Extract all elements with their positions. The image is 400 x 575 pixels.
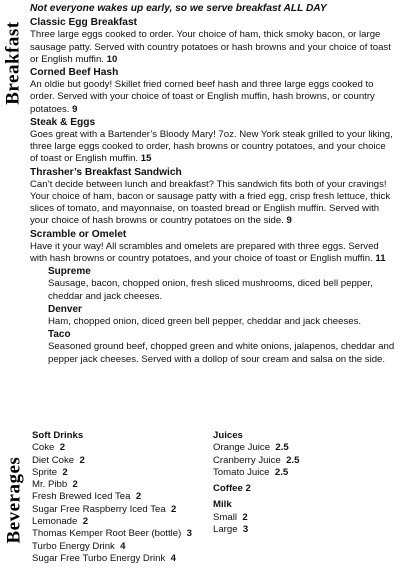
variant-taco [48,329,396,366]
item-price: 15 [140,153,152,165]
beverage-price: 2.5 [275,442,289,454]
beverage-price: 2 [62,466,68,478]
beverage-price: 2.5 [274,466,289,478]
beverage-name: Mr. Pibb [32,479,68,491]
beverage-row [32,516,217,528]
beverage-name: Tomato Juice [213,466,270,478]
beverage-name: Fresh Brewed Iced Tea [32,491,131,503]
beverage-row [32,528,217,540]
beverage-row [213,524,393,536]
beverage-name: Sugar Free Turbo Energy Drink [32,552,166,564]
beverage-price: 2.5 [286,454,300,466]
beverage-name: Cranberry Juice [213,454,281,466]
item-price: 9 [286,215,292,227]
variant-name: Taco [48,329,71,341]
omelet-variants [48,266,396,366]
menu-item-classic-egg [30,17,396,66]
variant-description: Sausage, bacon, chopped onion, fresh sliced mushrooms, diced bell pepper, cheddar and jack cheeses. [48,278,373,302]
beverage-name: Thomas Kemper Root Beer (bottle) [32,528,182,540]
item-description-block [30,241,396,265]
menu-item-corned-beef-hash [30,67,396,116]
other-beverages-column [213,430,393,536]
beverage-price: 4 [120,540,126,552]
item-description: Have it your way! All scrambles and omelets are prepared with three eggs. Served with hash browns or country potatoes, and your choice of toast or English muffin. [30,240,379,265]
beverage-name: Orange Juice [213,442,271,454]
breakfast-title-text: Breakfast [2,21,24,105]
beverage-row [32,504,217,516]
beverage-name: Lemonade [32,516,78,528]
breakfast-section-title [0,2,28,124]
variant-description: Seasoned ground beef, chopped green and white onions, jalapenos, cheddar and pepper jack cheeses. Served with a dollop of sour cream and salsa on the side. [48,341,395,365]
item-description: An oldie but goody! Skillet fried corned beef hash and three large eggs cooked to order. Served with your choice of toast or English muffin, hash browns, or country potatoes. [30,79,375,115]
breakfast-tagline: Not everyone wakes up early, so we serve breakfast ALL DAY [30,3,327,14]
item-price: 9 [72,103,78,115]
beverage-row [32,541,217,553]
menu-item-breakfast-sandwich [30,167,396,228]
beverage-row [32,553,217,565]
beverage-price: 3 [242,524,249,536]
item-description-block [30,179,396,228]
beverage-row [213,467,393,479]
item-name: Corned Beef Hash [30,67,119,79]
beverage-name: Sprite [32,466,58,478]
beverage-row [213,512,393,524]
item-name: Steak & Eggs [30,116,96,128]
beverage-price: 4 [170,552,176,564]
beverage-name: Coke [32,442,55,454]
item-description: Goes great with a Bartender’s Bloody Mary! 7oz. New York steak grilled to your liking, three large eggs cooked to order, hash browns or country potatoes, and your choice of toast or English muffin. [30,129,393,165]
beverage-name: Sugar Free Raspberry Iced Tea [32,503,166,515]
breakfast-menu [30,3,396,367]
item-name: Thrasher’s Breakfast Sandwich [30,166,182,178]
coffee-price: 2 [245,483,251,495]
beverage-row [213,455,393,467]
beverage-name: Turbo Energy Drink [32,540,115,552]
beverage-price: 2 [72,479,78,491]
item-description-block [30,129,396,166]
coffee-row [213,483,393,495]
beverage-row [32,467,217,479]
beverage-price: 2 [79,454,85,466]
soft-drinks-column [32,430,217,565]
beverage-price: 2 [59,442,66,454]
variant-name: Denver [48,303,82,315]
item-description-block [30,79,396,116]
variant-denver [48,304,396,328]
beverage-price: 2 [242,511,248,523]
item-description: Three large eggs cooked to order. Your choice of ham, thick smoky bacon, or large sausage patty. Served with country potatoes or hash browns and your choice of toast or English muffin. [30,29,391,65]
variant-description: Ham, chopped onion, diced green bell pepper, cheddar and jack cheeses. [48,316,362,328]
beverage-row [32,491,217,503]
beverage-price: 2 [171,503,177,515]
variant-name: Supreme [48,266,91,278]
item-price: 10 [106,53,118,65]
beverage-name: Diet Coke [32,454,75,466]
item-description-block [30,29,396,66]
beverage-name: Small [213,511,237,523]
beverages-title-text: Beverages [2,457,24,544]
beverage-price: 2 [82,516,89,528]
juices-heading: Juices [213,430,243,441]
beverages-section-title [0,428,28,573]
variant-supreme [48,266,396,303]
beverage-row [32,455,217,467]
menu-item-scramble-omelet [30,229,396,266]
beverage-price: 2 [135,491,142,503]
item-price: 11 [375,253,386,265]
beverage-name: Large [213,524,238,536]
beverage-row [32,479,217,491]
item-name: Scramble or Omelet [30,228,127,240]
item-description: Can’t decide between lunch and breakfast? This sandwich fits both of your cravings! Your choice of ham, bacon or sausage patty with a fried egg, crisp fresh lettuce, thick slices of tomato, and mayonnaise, on toasted bread or English muffin. Served with your choice of hash browns or country potatoes on the side. [30,178,391,227]
beverage-row [32,442,217,454]
soft-drinks-heading: Soft Drinks [32,430,84,441]
item-name: Classic Egg Breakfast [30,17,138,29]
menu-item-steak-eggs [30,117,396,166]
beverage-price: 3 [186,528,192,540]
beverage-row [213,442,393,454]
coffee-heading: Coffee [213,483,243,495]
milk-heading: Milk [213,499,232,511]
